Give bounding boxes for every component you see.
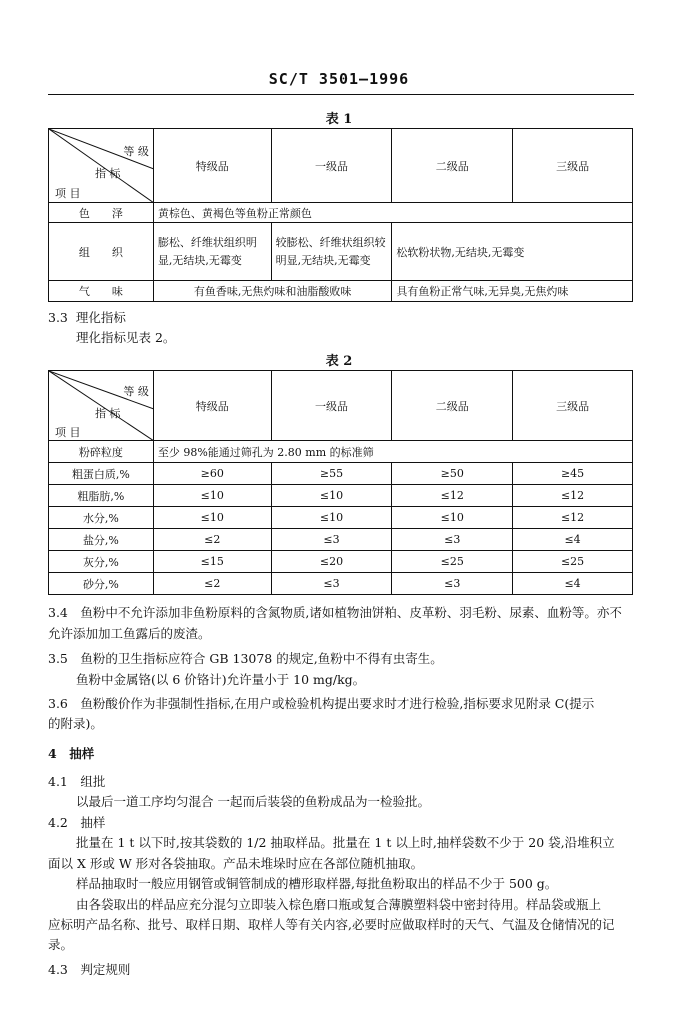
table1-odor-second-third: 具有鱼粉正常气味,无异臭,无焦灼味 — [392, 281, 633, 302]
section-3-3-number: 3.3 — [48, 310, 68, 325]
table2-cell: ≤10 — [153, 507, 271, 529]
table2-cell: ≥50 — [392, 463, 513, 485]
table2-grade-first: 一级品 — [271, 371, 392, 441]
section-3-3-text: 理化指标见表 2。 — [76, 330, 176, 345]
table2-row-label: 灰分,% — [49, 551, 154, 573]
table2-fineness-label: 粉碎粒度 — [49, 441, 154, 463]
para-4-2a-line1: 批量在 1 t 以下时,按其袋数的 1/2 抽取样品。批量在 1 t 以上时,抽样袋数不少于 20 袋,沿堆积立 — [76, 835, 615, 850]
para-3-6-line2: 的附录)。 — [48, 716, 103, 731]
para-3-4-line2: 允许添加加工鱼露后的废渣。 — [48, 626, 211, 641]
para-4-2b: 样品抽取时一般应用钢管或铜管制成的槽形取样器,每批鱼粉取出的样品不少于 500 g。 — [76, 876, 558, 891]
table1-caption: 表 1 — [325, 112, 353, 127]
table2-cell: ≤12 — [513, 485, 633, 507]
table1-odor-label: 气 味 — [49, 281, 154, 302]
table2-row-label: 粗脂肪,% — [49, 485, 154, 507]
table2-row — [49, 551, 633, 573]
section-4-2-heading: 4.2 抽样 — [48, 815, 106, 830]
table2-index-label: 指 标 — [95, 407, 121, 420]
standard-number: SC/T 3501—1996 — [268, 70, 410, 88]
table2-row — [49, 463, 633, 485]
table1-grade-second: 二级品 — [392, 129, 513, 203]
table1-texture-second-third: 松软粉状物,无结块,无霉变 — [392, 223, 633, 281]
table2-row-fineness — [49, 441, 633, 463]
table1-texture-first: 较膨松、纤维状组织较明显,无结块,无霉变 — [271, 223, 392, 281]
table1-row-texture — [49, 223, 633, 281]
table2-cell: ≤10 — [153, 485, 271, 507]
table2-cell: ≤3 — [392, 573, 513, 595]
table1-header-row — [49, 129, 633, 203]
table2-row — [49, 573, 633, 595]
header-rule — [48, 94, 634, 95]
table2-cell: ≤3 — [271, 529, 392, 551]
para-3-5-line1: 3.5 鱼粉的卫生指标应符合 GB 13078 的规定,鱼粉中不得有虫寄生。 — [48, 651, 443, 666]
table1-color-value: 黄棕色、黄褐色等鱼粉正常颜色 — [153, 203, 632, 223]
table2-value-rows — [49, 463, 633, 595]
table2-cell: ≤3 — [271, 573, 392, 595]
table1-row-odor — [49, 281, 633, 302]
table1-index-label: 指 标 — [95, 167, 121, 180]
section-3-3-title: 理化指标 — [75, 310, 126, 325]
table1-texture-label: 组 织 — [49, 223, 154, 281]
table2-fineness-value: 至少 98%能通过筛孔为 2.80 mm 的标准筛 — [153, 441, 632, 463]
table2-grade-label: 等 级 — [123, 385, 149, 398]
table2-row-label: 砂分,% — [49, 573, 154, 595]
table1-row-color — [49, 203, 633, 223]
para-4-2a-line2: 面以 X 形或 W 形对各袋抽取。产品未堆垛时应在各部位随机抽取。 — [48, 856, 424, 871]
table2-cell: ≤2 — [153, 529, 271, 551]
para-4-2c-line2: 应标明产品名称、批号、取样日期、取样人等有关内容,必要时应做取样时的天气、气温及仓储情况的记 — [48, 917, 615, 932]
table2-caption: 表 2 — [325, 354, 353, 369]
para-4-2c-line1: 由各袋取出的样品应充分混匀立即装入棕色磨口瓶或复合薄膜塑料袋中密封待用。样品袋或瓶上 — [76, 897, 602, 912]
table1-grade-third: 三级品 — [513, 129, 633, 203]
table1-item-label: 项 目 — [55, 187, 81, 200]
table2-cell: ≤25 — [513, 551, 633, 573]
table1-odor-special-first: 有鱼香味,无焦灼味和油脂酸败味 — [153, 281, 392, 302]
table2-cell: ≤20 — [271, 551, 392, 573]
table2-grade-special: 特级品 — [153, 371, 271, 441]
table1-diagonal-header — [49, 129, 154, 203]
table1-color-label: 色 泽 — [49, 203, 154, 223]
table2-cell: ≥60 — [153, 463, 271, 485]
section-3-3-heading — [48, 308, 126, 328]
table2-item-label: 项 目 — [55, 426, 81, 439]
table2-header-row — [49, 371, 633, 441]
table2-cell: ≤10 — [271, 507, 392, 529]
para-4-2c-line3: 录。 — [48, 937, 74, 952]
table2-cell: ≤10 — [392, 507, 513, 529]
table2-grade-third: 三级品 — [513, 371, 633, 441]
para-4-1: 以最后一道工序均匀混合 一起而后装袋的鱼粉成品为一检验批。 — [76, 794, 430, 809]
para-3-4-line1: 3.4 鱼粉中不允许添加非鱼粉原料的含氮物质,诸如植物油饼粕、皮革粉、羽毛粉、尿素、血粉等。亦不 — [48, 605, 622, 620]
table2-row — [49, 485, 633, 507]
table1 — [48, 128, 633, 302]
section-4-heading: 4 抽样 — [48, 746, 95, 761]
section-4-3-heading: 4.3 判定规则 — [48, 962, 131, 977]
table2-cell: ≤12 — [392, 485, 513, 507]
table2 — [48, 370, 633, 595]
table2-cell: ≤4 — [513, 573, 633, 595]
table2-cell: ≤4 — [513, 529, 633, 551]
table1-grade-label: 等 级 — [123, 145, 149, 158]
table2-cell: ≤12 — [513, 507, 633, 529]
table2-row — [49, 507, 633, 529]
table2-cell: ≤25 — [392, 551, 513, 573]
table2-cell: ≤3 — [392, 529, 513, 551]
table2-cell: ≥55 — [271, 463, 392, 485]
table2-row-label: 盐分,% — [49, 529, 154, 551]
table2-row — [49, 529, 633, 551]
table1-texture-special: 膨松、纤维状组织明显,无结块,无霉变 — [153, 223, 271, 281]
table2-cell: ≥45 — [513, 463, 633, 485]
table2-cell: ≤10 — [271, 485, 392, 507]
table2-grade-second: 二级品 — [392, 371, 513, 441]
table2-cell: ≤2 — [153, 573, 271, 595]
para-3-6-line1: 3.6 鱼粉酸价作为非强制性指标,在用户或检验机构提出要求时才进行检验,指标要求见附录 C(提示 — [48, 696, 595, 711]
table2-cell: ≤15 — [153, 551, 271, 573]
table2-row-label: 粗蛋白质,% — [49, 463, 154, 485]
table1-grade-first: 一级品 — [271, 129, 392, 203]
table2-row-label: 水分,% — [49, 507, 154, 529]
para-3-5-line2: 鱼粉中金属铬(以 6 价铬计)允许量小于 10 mg/kg。 — [76, 672, 366, 687]
section-4-1-heading: 4.1 组批 — [48, 774, 106, 789]
table1-grade-special: 特级品 — [153, 129, 271, 203]
table2-diagonal-header — [49, 371, 154, 441]
